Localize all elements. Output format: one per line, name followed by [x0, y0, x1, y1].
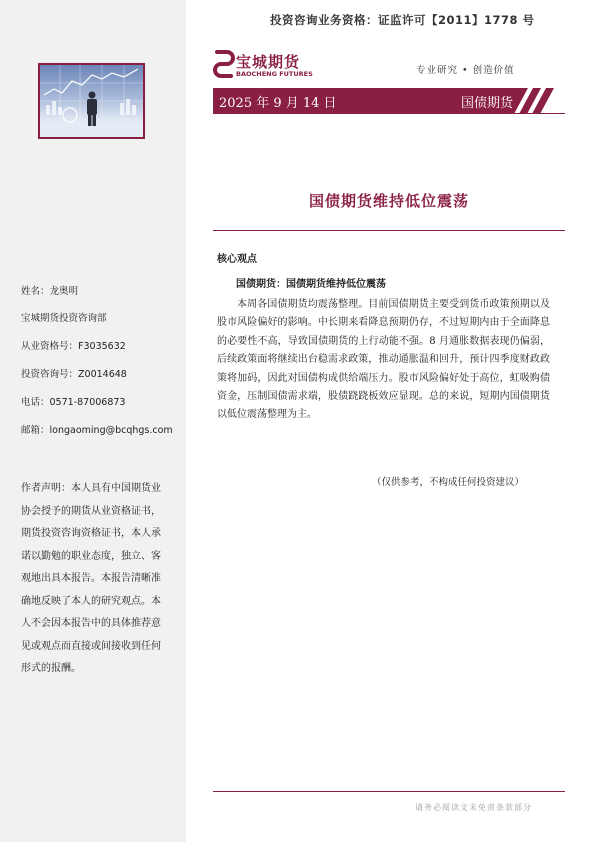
analyst-name: [21, 286, 78, 298]
logo-text-cn: 宝城期货: [236, 53, 301, 71]
author-disclaimer: 作者声明：本人具有中国期货业协会授予的期货从业资格证书，期货投资咨询资格证书，本人承诺以勤勉的职业态度，独立、客观地出具本报告。本报告清晰准确地反映了本人的研究观点。本人不会因本报告中的具体推荐意见或观点而直接或间接收到任何形式的报酬。: [21, 483, 161, 674]
footer-divider: [213, 791, 565, 792]
analyst-qualification-label: 从业资格号：: [21, 341, 79, 352]
reference-note: （仅供参考，不构成任何投资建议）: [372, 477, 525, 488]
report-title: 国债期货维持低位震荡: [308, 192, 469, 210]
product-name: 国债期货: [461, 96, 514, 111]
analyst-phone-value: 0571-87006873: [49, 397, 126, 408]
sub-heading: 国债期货：国债期货维持低位震荡: [236, 279, 386, 290]
footer-notice: 请务必阅读文末免责条款部分: [415, 803, 532, 812]
logo-mark-icon: [213, 50, 235, 78]
analyst-email-label: 邮箱：: [21, 425, 50, 436]
analyst-qualification-value: F3035632: [78, 341, 126, 352]
analyst-name-label: 姓名：: [21, 286, 50, 297]
analyst-consult-number: [21, 369, 127, 381]
cover-image: [38, 63, 145, 139]
slogan: 专业研究 • 创造价值: [416, 65, 515, 76]
analyst-name-value: 龙奥明: [49, 286, 79, 297]
company-logo: [213, 50, 323, 80]
section-heading: 核心观点: [217, 254, 257, 265]
analyst-department: [21, 313, 107, 325]
analyst-consult-number-value: Z0014648: [78, 369, 127, 380]
date-banner: [213, 88, 565, 114]
businessman-chart-illustration: [40, 65, 143, 137]
analyst-email: [21, 425, 173, 437]
analyst-phone-label: 电话：: [21, 397, 50, 408]
report-body: 本周各国债期货均震荡整理。目前国债期货主要受到货币政策预期以及股市风险偏好的影响。中长期来看降息预期仍存，不过短期内由于全面降息的必要性不高，导致国债期货的上行动能不强。8 月通胀数据表现仍偏弱，后续政策面将继续出台稳需求政策，推动通胀温和回升，预计四季度财政政策将加码，因此对国债构成供给端压力。股市风险偏好处于高位，虹吸购债资金，压制国债需求端，股债跷跷板效应显现。总的来说，短期内国债期货以低位震荡整理为主。: [217, 299, 550, 421]
analyst-consult-number-label: 投资咨询号：: [21, 369, 79, 380]
report-date: 2025 年 9 月 14 日: [219, 96, 337, 111]
analyst-phone: [21, 397, 125, 409]
logo-text-en: BAOCHENG FUTURES: [236, 70, 313, 78]
analyst-email-value[interactable]: longaoming@bcqhgs.com: [49, 425, 173, 436]
sidebar: [0, 0, 186, 842]
analyst-department-value: 宝城期货投资咨询部: [21, 313, 107, 324]
title-divider: [213, 230, 565, 231]
qualification-statement: 投资咨询业务资格：证监许可【2011】1778 号: [270, 13, 535, 27]
analyst-qualification: [21, 341, 126, 353]
